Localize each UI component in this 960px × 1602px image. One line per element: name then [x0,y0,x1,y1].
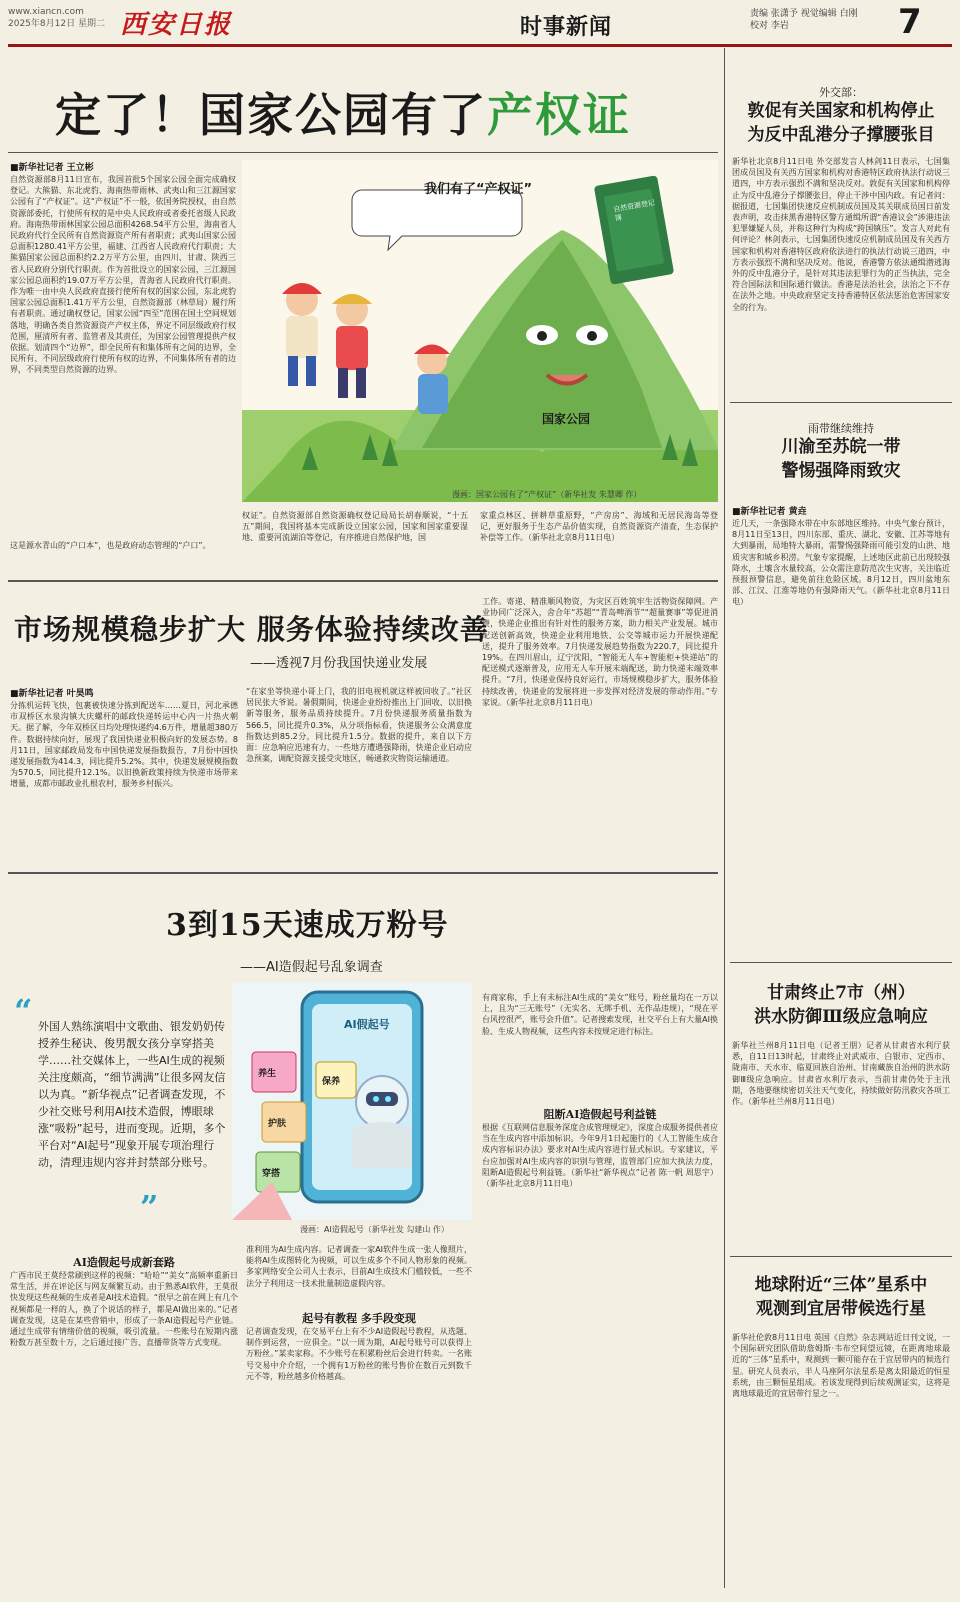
divider [730,1256,952,1257]
story3-body-col3a: 有商家称，手上有未标注AI生成的“美女”账号，粉丝量均在一万以上，且为“三无账号”（无实名、无绑手机、无作品违规），“现在平台风控很严，账号会升值”。记者搜索发现，社交平台上有大量AI换脸、生成人物视频，这些内容未按规定进行标注。 [482,993,718,1036]
side2-body: 近几天，一条强降水带在中东部地区维持。中央气象台预计，8月11日至13日，四川东部、重庆、湖北、安徽、江苏等地有大到暴雨，局地特大暴雨，需警惕强降雨可能引发的山洪、地质灾害和城乡积涝。气象专家提醒，上述地区此前已出现较强降水，土壤含水量较高，公众需注意防范次生灾害，关注临近预报预警信息，避免前往危险区域。8月12日，四川盆地东部、江汉、江淮等地仍有强降雨天气。（新华社北京8月11日电） [732,519,950,607]
side3-title-line1: 甘肃终止7市（州） [767,983,915,1003]
ai-illustration-label: AI假起号 [344,1018,390,1031]
divider [8,152,718,153]
side1-body: 新华社北京8月11日电 外交部发言人林剑11日表示，七国集团成员国及有关西方国家和机构对香港特区政府执法行动说三道四，中方表示强烈不满和坚决反对。敦促有关国家和机构停止为反中乱港分子撑腰张目，停止干涉中国内政。有记者问：据报道，七国集团快速反应机制成员国及其关联成员国日前发表声明，攻击抹黑香港特区警方通缉所谓“香港议会”涉港违法犯罪嫌疑人员，并称这种行为构成“跨国镇压”。发言人对此有何评论？林剑表示，七国集团快速反应机制成员国及有关西方国家和机构对香港特区政府依法进行的执法行动说三道四，中方表示强烈不满和坚决反对。他说，香港警方依法通缉潜逃海外的反中乱港分子，是针对其违法犯罪行为的正当执法，完全符合国际法和国际通行做法。香港是法治社会，法治之下不存在法外之地。中央政府坚定支持香港特区依法惩治危害国家安全的行为。 [732,157,950,312]
side1-title-line1: 敦促有关国家和机构停止 [747,101,935,121]
close-quote-icon: ” [140,1188,159,1226]
side4-title-line2: 观测到宜居带候选行星 [756,1299,926,1319]
site-url[interactable]: www.xiancn.com [8,7,84,17]
story3-subhead-3: 阻断AI造假起号利益链 [543,1108,657,1121]
tag-skincare: 护肤 [268,1119,287,1129]
lead-headline [55,88,631,142]
story2-body-col3: 工作。寄递、精准顺风物资，为灾区百姓筑牢生活物资保障网。产业协同广泛深入，舍合年“苏超”“青岛啤酒节”“超量赛事”等促进消费，快递企业推出有针对性的服务方案，助力相关产业发展。城市配送创新高效，快递企业利用地铁、公交等城市运力开展快递配送，提升了服务效率。7月快递发展趋势指数为220.7，同比提升19%。在四川眉山，辽宁沈阳，“智能无人车+智能柜+快递站”的配送模式逐渐普及，应用无人车开展末端配送，助力快递末端效率提升。“7月，快递业保持良好运行，市场规模稳步扩大，服务体验持续改善，快递业的发展将进一步发挥对经济发展的带动作用。”专家说。（新华社北京8月11日电） [482,597,718,707]
story3-subhead-2: 起号有教程 多手段变现 [302,1312,416,1325]
side4-title-line1: 地球附近“三体”星系中 [754,1275,928,1295]
speech-bubble-text: 我们有了“产权证” [424,182,533,197]
divider [8,580,718,582]
side2-title-line2: 警惕强降雨致灾 [781,461,901,481]
lead-body-right: 家重点林区、拼耕草重原野，“产房房”、海域和无居民海岛等登记，更好服务于生态产品价值实现，自然资源资产清查，生态保护补偿等工作。（新华社北京8月11日电） [480,511,718,543]
column-divider [724,48,725,1588]
lead-headline-main: 定了！国家公园有了 [55,88,487,142]
issue-date: 2025年8月12日 星期二 [8,19,105,29]
site-info [8,6,105,30]
certificate-label: 自然资源登记簿 [612,198,656,223]
tag-maintenance: 保养 [322,1077,341,1087]
tag-outfit: 穿搭 [262,1169,281,1179]
story3-body-col1: 广西市民王莫经常刷到这样的视频：“哈哈”“美女”高频率重新日常生活，并在评论区与网友频繁互动。由于熟悉AI软件，王莫很快发现这些视频的生成者是AI技术造假。“很早之前在网上有几个视频都是一样的人，换了个说话的样子，都是AI做出来的。”记者调查发现，这是在某些营销中，形成了一条AI造假起号产业链。通过生成带有情绪价值的视频，吸引流量。一些账号在短期内涨粉数万甚至数十万，之后通过接广告、直播带货等方式变现。 [10,1271,238,1348]
editor-credits [750,8,858,32]
side3-title-line2: 洪水防御Ⅲ级应急响应 [754,1007,928,1027]
newspaper-logo: 西安日报 [120,10,233,40]
header-rule [8,44,952,47]
story3-subtitle: ——AI造假起号乱象调查 [240,960,383,975]
story2-body-col1: 分拣机运转飞快，包裹被快速分拣到配送车……夏日，河北承德市双桥区水泉沟镇大庆螺杆的邮政快递转运中心内一片热火朝天。据了解，今年双桥区日均处理快递约4.6万件，增量超380万件。数据持续向好，展现了我国快递业积极向好的发展态势。8月11日，国家邮政局发布中国快递发展指数报告，7月份中国快递发展指数为414.3，同比提升5.2%。其中，快递发展规模指数为570.5，同比提升12.1%。以旧换新政策持续为快递市场带来增量，成都市邮政业扎根农村，服务乡村振兴。 [10,701,238,789]
story2-subtitle: ——透视7月份我国快递业发展 [250,656,428,671]
editor-line-2: 校对 李岩 [750,21,789,31]
story3-illustration [232,982,472,1220]
editor-line-1: 责编 张潇予 视觉编辑 白刚 [750,9,858,19]
story3-body-col3b: 根据《互联网信息服务深度合成管理规定》，深度合成服务提供者应当在生成内容中添加标识。今年9月1日起施行的《人工智能生成合成内容标识办法》要求对AI生成内容进行显式标识。专家建议，平台应加强对AI生成内容的识别与管理，监管部门应加大执法力度，阻断AI造假起号利益链。（新华社“新华视点”记者 陈一帆 周思宇）（新华社北京8月11日电） [482,1123,718,1189]
divider [8,872,718,874]
park-label: 国家公园 [542,412,591,426]
page-number: 7 [898,2,922,42]
story3-body-col2b: 记者调查发现，在交易平台上有不少AI造假起号教程，从选题、制作到运营，一应俱全。“以一周为期，AI起号账号可以获得上万粉丝。”某卖家称。不少账号在积累粉丝后会进行转卖。一名账号交易中介介绍，一个拥有1万粉丝的账号售价在数百元到数千元不等，粉丝越多价格越高。 [246,1327,472,1381]
lead-body-middle: 权证”。自然资源部自然资源确权登记局局长胡春顺说，“十五五”期间，我国将基本完成新设立国家公园，国家和国家重要湿地、重要河流湖泊等登记，有序推进自然保护地，国 [242,511,468,543]
divider [730,962,952,963]
lead-byline: ■新华社记者 王立彬 [10,163,94,173]
story3-body-col2a: 准利用为AI生成内容。记者调查一家AI软件生成一张人像照片，能将AI生成图转化为视频，可以生成多个不同人物形象的视频。多家网络安全公司人士表示，目前AI生成技术门槛较低，一些不法分子利用这一技术批量制造虚假内容。 [246,1245,472,1288]
section-title: 时事新闻 [520,15,613,40]
story2-byline: ■新华社记者 叶昊鸣 [10,689,94,699]
story2-headline: 市场规模稳步扩大 服务体验持续改善 [14,613,489,646]
side3-body: 新华社兰州8月11日电（记者王朋）记者从甘肃省水利厅获悉，自11日13时起，甘肃终止对武威市、白银市、定西市、陇南市、天水市、临夏回族自治州、甘南藏族自治州的洪水防御Ⅲ级应急响应。甘肃省水利厅表示，当前甘肃仍处于主汛期，各地要继续密切关注天气变化，持续做好防汛救灾各项工作。（新华社兰州8月11日电） [732,1041,950,1107]
side1-kicker: 外交部： [819,86,863,99]
side2-title-line1: 川渝至苏皖一带 [781,437,901,457]
story3-photo-caption: 漫画：AI造假起号（新华社发 勾建山 作） [300,1225,449,1234]
story2-body-col2: “在家坐等快递小哥上门，我的旧电视机就这样被回收了。”社区居民张大爷说。暑假期间，快递企业纷纷推出上门回收、以旧换新等服务，服务品质持续提升。7月份快递服务质量指数为566.5，同比提升0.3%，从分项指标看，快递服务公众满意度指数达到85.2分，同比提升1.5分。数据的提升，来自以下方面：应急响应迅速有力，一些地方遭遇强降雨，快递企业启动应急预案，调配资源支援受灾地区，畅通救灾物资运输通道。 [246,687,472,764]
open-quote-icon: “ [14,992,33,1030]
side2-kicker: 雨带继续维持 [808,422,874,435]
story3-subhead-1: AI造假起号成新套路 [73,1256,175,1269]
side4-body: 新华社伦敦8月11日电 英国《自然》杂志网站近日刊文说，一个国际研究团队借助詹姆斯·韦布空间望远镜，在距离地球最近的“三体”星系中，观测到一颗可能存在于宜居带内的候选行星。研究人员表示，半人马座阿尔法星系是离太阳最近的恒星系统，由三颗恒星组成。若该发现得到后续观测证实，这将是离地球最近的宜居带行星之一。 [732,1333,950,1399]
lead-body-left: 自然资源部8月11日宣布，我国首批5个国家公园全面完成确权登记。大熊猫、东北虎豹、海南热带雨林、武夷山和三江源国家公园有了“产权证”。这“产权证”不一般，依国务院授权，由自然资源部委托，行使所有权的是中央人民政府或者委托省级人民政府。海南热带雨林国家公园总面积4268.54平方公里，海南省人民政府代行全民所有自然资源资产所有者职责；武夷山国家公园总面积1280.41平方公里，福建、江西省人民政府代行职责；大熊猫国家公园总面积约2.2万平方公里，由四川、甘肃、陕西三省人民政府分别代行职责。作为首批设立的国家公园，三江源国家公园总面积约19.07万平方公里，青海省人民政府代行职责。作为唯一由中央人民政府直接行使所有权的国家公园，东北虎豹国家公园总面积1.41万平方公里，自然资源部（林草局）履行所有者职责。通过确权登记，国家公园“四至”范围在国土空间规划落地，明确各类自然资源资产产权主体，界定不同层级政府行权范围，厘清所有者、监管者及其责任，为国家公园管理提供产权依据。划清四个“边界”，即全民所有和集体所有之间的边界，全民所有、不同层级政府行使所有权的边界，不同集体所有者的边界，不同类型自然资源的边界。 [10,175,236,375]
lead-illustration [242,160,718,502]
side1-title-line2: 为反中乱港分子撑腰张目 [747,125,935,145]
child-figure-right [414,345,450,415]
story3-pullquote: 外国人熟练演唱中文歌曲、银发奶奶传授养生秘诀、俊男靓女孩分享穿搭美学……社交媒体上，一些AI生成的视频关注度颇高，“细节满满”让很多网友信以为真。“新华视点”记者调查发现，不少社交账号利用AI技术造假，博眼球涨“吸粉”起号，进而变现。近期，多个平台对“AI起号”现象开展专项治理行动，清理违规内容并封禁部分账号。 [38,1020,226,1169]
tag-wellness: 养生 [258,1069,277,1079]
story3-headline: 3到15天速成万粉号 [166,908,449,943]
divider [730,402,952,403]
side2-byline: ■新华社记者 黄垚 [732,507,807,517]
lead-body-left-end: 这是源水青山的“户口本”，也是政府动态管理的“户口”。 [10,541,211,550]
lead-headline-highlight: 产权证 [487,88,631,142]
lead-photo-caption: 漫画：国家公园有了“产权证”（新华社发 朱慧卿 作） [452,490,642,499]
